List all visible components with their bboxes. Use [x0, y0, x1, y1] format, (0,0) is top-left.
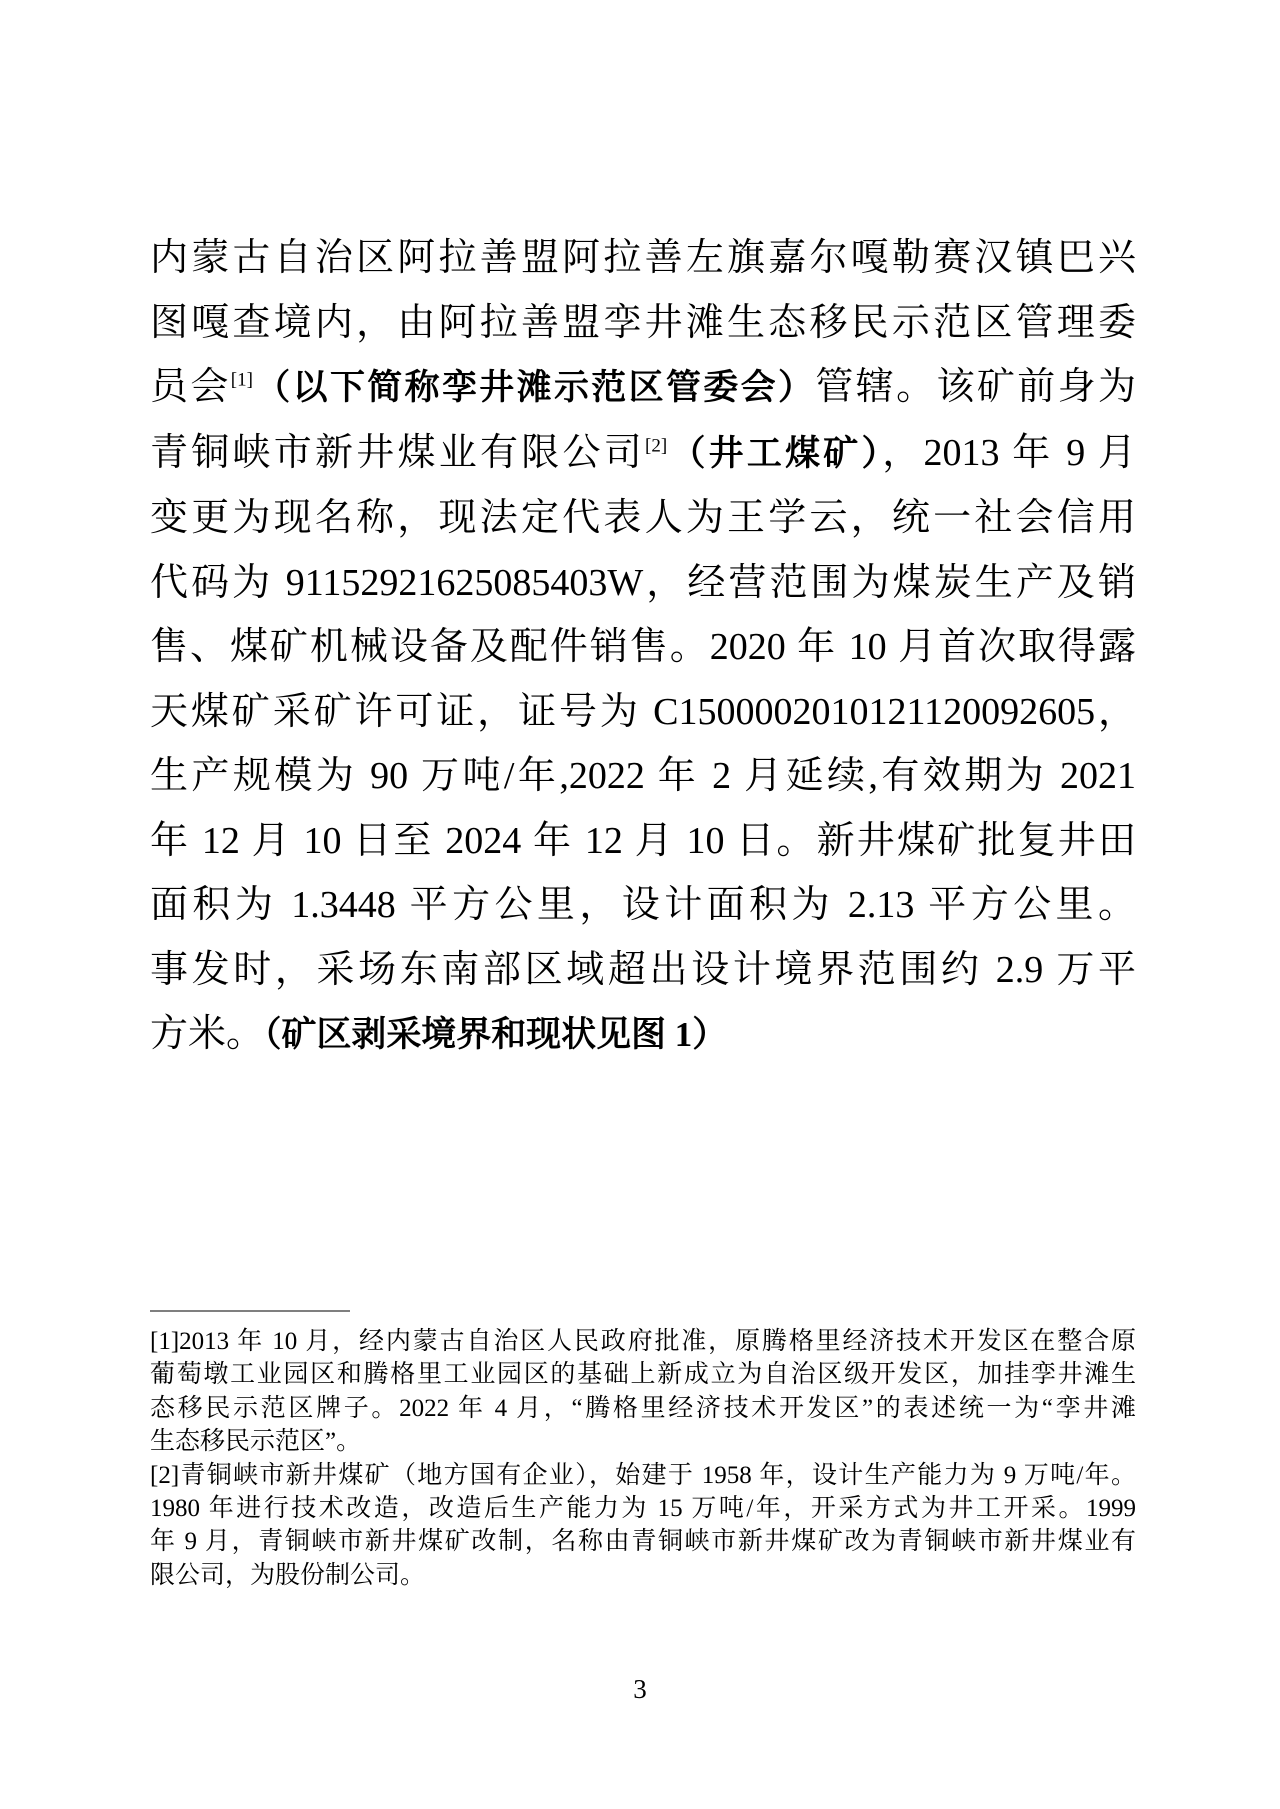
footnote-separator — [150, 1310, 350, 1312]
paragraph-line-13 — [150, 1002, 1136, 1068]
paragraph-line-11: 面积为 1.3448 平方公里，设计面积为 2.13 平方公里。 — [150, 884, 1136, 926]
footnote-2-line-3: 年 9 月，青铜峡市新井煤矿改制，名称由青铜峡市新井煤矿改为青铜峡市新井煤业有 — [150, 1528, 1136, 1556]
paragraph-line-7: 售、煤矿机械设备及配件销售。2020 年 10 月首次取得露 — [150, 626, 1136, 668]
main-paragraph — [150, 226, 1136, 1068]
footnote-1-line-2: 葡萄墩工业园区和腾格里工业园区的基础上新成立为自治区级开发区，加挂孪井滩生 — [150, 1361, 1136, 1389]
page-number: 3 — [633, 1674, 647, 1704]
line-3-parenthetical: （以下简称孪井滩示范区管委会） — [252, 368, 816, 407]
footnote-1-line-4: 生态移民示范区”。 — [150, 1428, 362, 1456]
paragraph-line-1: 内蒙古自治区阿拉善盟阿拉善左旗嘉尔嘎勒赛汉镇巴兴 — [150, 237, 1136, 279]
footnotes-section — [150, 1325, 1136, 1592]
footnote-2-line-1: [2]青铜峡市新井煤矿（地方国有企业），始建于 1958 年，设计生产能力为 9 万吨/年。 — [150, 1461, 1136, 1489]
footnote-ref-2[interactable]: [2] — [645, 434, 668, 456]
paragraph-line-4 — [150, 421, 1136, 487]
line-3-text: 员会 — [150, 366, 231, 408]
footnote-1-line-3: 态移民示范区牌子。2022 年 4 月，“腾格里经济技术开发区”的表述统一为“孪井滩 — [150, 1394, 1136, 1422]
footnote-2-line-4: 限公司，为股份制公司。 — [150, 1561, 426, 1589]
line-13-text: 方米。 — [150, 1013, 265, 1055]
footnote-ref-1[interactable]: [1] — [230, 369, 253, 391]
line-4-text: 青铜峡市新井煤业有限公司 — [150, 431, 646, 474]
footnote-1-line-1: [1]2013 年 10 月，经内蒙古自治区人民政府批准，原腾格里经济技术开发区在整合原 — [150, 1328, 1136, 1355]
line-13-parenthetical: （矿区剥采境界和现状见图 1） — [264, 1015, 728, 1054]
paragraph-line-5: 变更为现名称，现法定代表人为王学云，统一社会信用 — [150, 497, 1136, 539]
paragraph-line-6: 代码为 91152921625085403W，经营范围为煤炭生产及销 — [150, 561, 1136, 604]
paragraph-line-12: 事发时，采场东南部区域超出设计境界范围约 2.9 万平 — [150, 948, 1136, 991]
paragraph-line-9: 生产规模为 90 万吨/年,2022 年 2 月延续,有效期为 2021 — [150, 755, 1136, 797]
line-4-parenthetical: （井工煤矿） — [667, 433, 883, 473]
line-4-text-tail: ，2013 年 9 月 — [882, 431, 1136, 474]
paragraph-line-10: 年 12 月 10 日至 2024 年 12 月 10 日。新井煤矿批复井田 — [150, 819, 1136, 862]
paragraph-line-2: 图嘎查境内，由阿拉善盟孪井滩生态移民示范区管理委 — [150, 301, 1136, 344]
paragraph-line-3 — [150, 355, 1136, 421]
footnote-2-line-2: 1980 年进行技术改造，改造后生产能力为 15 万吨/年，开采方式为井工开采。1999 — [150, 1495, 1136, 1523]
paragraph-line-8: 天煤矿采矿许可证，证号为 C1500002010121120092605， — [150, 690, 1136, 733]
line-3-text-tail: 管辖。该矿前身为 — [815, 366, 1136, 408]
